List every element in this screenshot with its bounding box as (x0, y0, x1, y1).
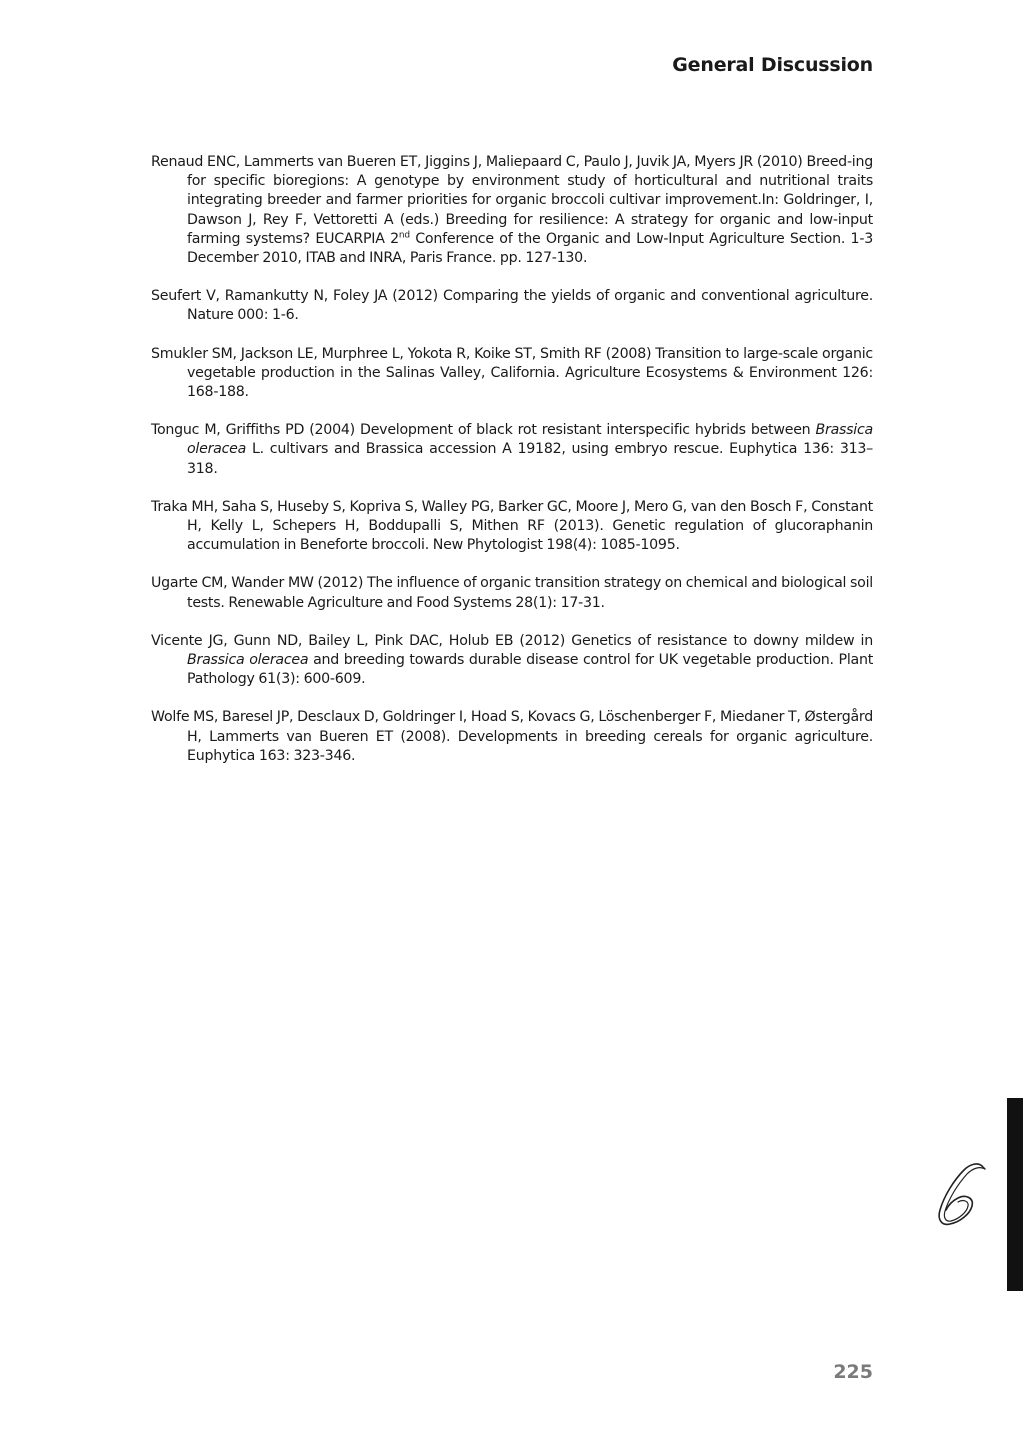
reference-text: L. cultivars and Brassica accession A 19182, using embryo rescue. Euphytica 136: 313–318. (187, 441, 873, 477)
chapter-number-6-outline (930, 1160, 990, 1230)
page-number: 225 (833, 1361, 873, 1383)
chapter-thumb-tab (1007, 1098, 1023, 1291)
species-name-italic: Brassica oleracea (187, 652, 309, 669)
reference-text: Renaud ENC, Lammerts van Bueren ET, Jiggins J, Maliepaard C, Paulo J, Juvik JA, Myers JR (2010) Breed-ing for specific bioregions: A genotype by environment study of horticultural and nutritional traits integrating breeder and farmer priorities for organic broccoli cultivar improvement.In: Goldringer, I, Dawson J, Rey F, Vettoretti A (eds.) Breeding for resilience: A strategy for organic and low-input farming systems? EUCARPIA 2 (151, 154, 873, 247)
species-name-italic: Brassica oleracea (187, 422, 873, 458)
reference-entry-seufert: Seufert V, Ramankutty N, Foley JA (2012) Comparing the yields of organic and conventional agriculture. Nature 000: 1-6. (151, 288, 873, 324)
reference-entry-smukler: Smukler SM, Jackson LE, Murphree L, Yokota R, Koike ST, Smith RF (2008) Transition to large-scale organic vegetable production in the Salinas Valley, California. Agriculture Ecosystems & Environment 126: 168-188. (151, 345, 873, 401)
running-header-title: General Discussion (672, 54, 873, 76)
reference-entry-wolfe: Wolfe MS, Baresel JP, Desclaux D, Goldringer I, Hoad S, Kovacs G, Löschenberger F, Miedaner T, Østergård H, Lammerts van Bueren ET (2008). Developments in breeding cereals for organic agriculture. Euphytica 163: 323-346. (151, 709, 873, 764)
reference-entry-tonguc (151, 421, 873, 479)
reference-text: Conference of the Organic and Low-Input Agriculture Section. 1-3 December 2010, ITAB and INRA, Paris France. pp. 127-130. (187, 230, 873, 267)
reference-entry-vicente (151, 632, 873, 690)
reference-entry-ugarte: Ugarte CM, Wander MW (2012) The influence of organic transition strategy on chemical and biological soil tests. Renewable Agriculture and Food Systems 28(1): 17-31. (151, 575, 873, 611)
reference-text: Vicente JG, Gunn ND, Bailey L, Pink DAC, Holub EB (2012) Genetics of resistance to downy mildew in (151, 632, 873, 649)
reference-entry-traka: Traka MH, Saha S, Huseby S, Kopriva S, Walley PG, Barker GC, Moore J, Mero G, van den Bosch F, Constant H, Kelly L, Schepers H, Boddupalli S, Mithen RF (2013). Genetic regulation of glucoraphanin accumulation in Beneforte broccoli. New Phytologist 198(4): 1085-1095. (151, 498, 873, 554)
reference-text: and breeding towards durable disease control for UK vegetable production. Plant Pathology 61(3): 600-609. (187, 652, 874, 688)
reference-list (151, 153, 873, 785)
reference-text: Tonguc M, Griffiths PD (2004) Development of black rot resistant interspecific hybrids between (151, 422, 816, 439)
reference-entry-renaud (151, 153, 873, 268)
superscript-ordinal: nd (398, 230, 410, 241)
